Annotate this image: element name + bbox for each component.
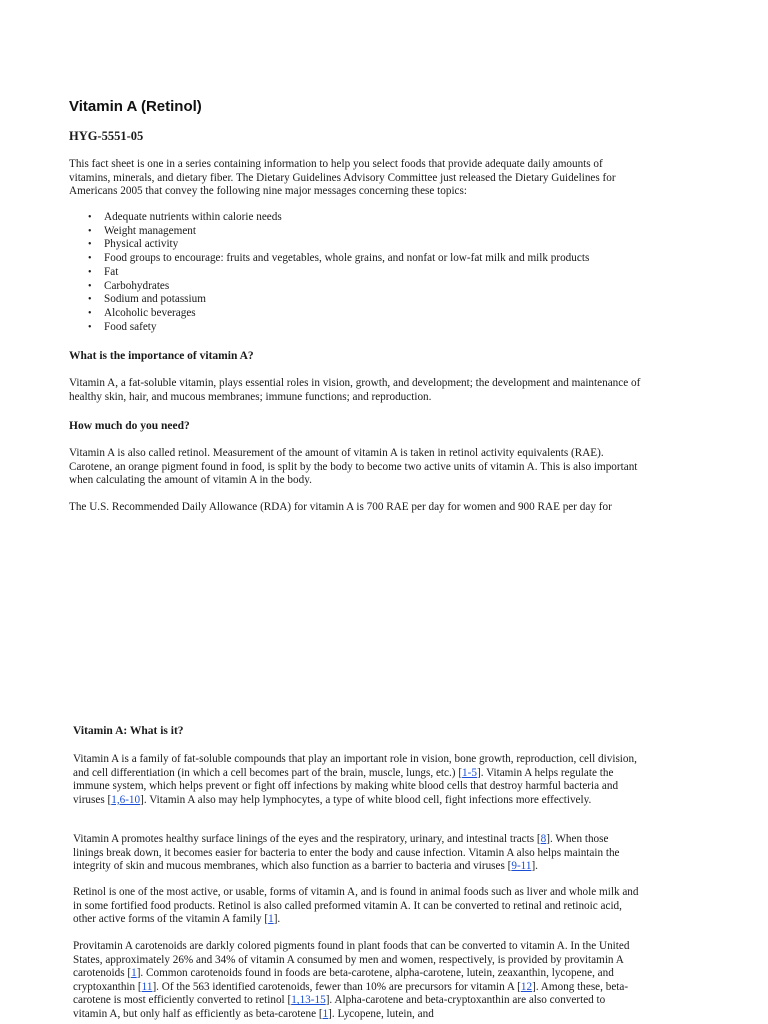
reference-link[interactable]: 1 [131,967,137,980]
list-item: • Adequate nutrients within calorie needs [88,211,282,223]
bullet-icon: • [88,239,92,251]
list-item: • Alcoholic beverages [88,306,196,319]
guidelines-list [69,211,589,334]
vitamin-a-paragraph-3: Retinol is one of the most active, or usable, forms of vitamin A, and is found in animal foods such as liver and whole milk and in some fortified food products. Retinol is also called preformed vitamin A. It can be converted to retinal and retinoic acid, other active forms of the vitamin A family [1]. [73,886,639,926]
how-much-heading: How much do you need? [69,420,190,432]
bullet-icon: • [88,225,92,237]
bullet-icon: • [88,280,92,292]
reference-link[interactable]: 1,13-15 [291,994,326,1007]
reference-link[interactable]: 1,6-10 [111,793,141,806]
list-item: • Weight management [88,224,196,237]
list-item: • Food safety [88,320,157,333]
list-item: • Carbohydrates [88,279,170,292]
importance-paragraph: Vitamin A, a fat-soluble vitamin, plays essential roles in vision, growth, and development; the development and maintenance of healthy skin, hair, and mucous membranes; immune functions; and reproduction. [69,377,641,403]
vitamin-a-paragraph-4: Provitamin A carotenoids are darkly colored pigments found in plant foods that can be converted to vitamin A. In the United States, approximately 26% and 34% of vitamin A consumed by men and women, respectively, is provided by provitamin A carotenoids [1]. Common carotenoids found in foods are beta-carotene, alpha-carotene, lutein, zeaxanthin, lycopene, and cryptoxanthin [11]. Of the 563 identified carotenoids, fewer than 10% are precursors for vitamin A [12]. Among these, beta-carotene is most efficiently converted to retinol [1,13-15]. Alpha-carotene and beta-cryptoxanthin are also converted to vitamin A, but only half as efficiently as beta-carotene [1]. Lycopene, lutein, and [73,940,630,1020]
bullet-icon: • [88,266,92,278]
bullet-icon: • [88,321,92,333]
document-code: HYG-5551-05 [69,129,144,143]
reference-link[interactable]: 11 [141,980,153,993]
reference-link[interactable]: 1 [268,913,274,926]
bullet-icon: • [88,294,92,306]
bullet-icon: • [88,307,92,319]
vitamin-a-paragraph-1: Vitamin A is a family of fat-soluble compounds that play an important role in vision, bone growth, reproduction, cell division, and cell differentiation (in which a cell becomes part of the brain, muscle, lungs, etc.) [1-5]. Vitamin A helps regulate the immune system, which helps prevent or fight off infections by making white blood cells that destroy harmful bacteria and viruses [1,6-10]. Vitamin A also may help lymphocytes, a type of white blood cell, fight infections more effectively. [73,753,637,806]
list-item: • Fat [88,265,119,278]
reference-link[interactable]: 1 [322,1007,329,1020]
what-is-it-heading: Vitamin A: What is it? [73,725,184,737]
page-title: Vitamin A (Retinol) [69,98,202,115]
reference-link[interactable]: 9-11 [511,860,532,873]
reference-link[interactable]: 1-5 [462,766,477,779]
rda-paragraph: The U.S. Recommended Daily Allowance (RDA) for vitamin A is 700 RAE per day for women and 900 RAE per day for [69,501,612,513]
reference-link[interactable]: 12 [520,980,533,993]
reference-link[interactable]: 8 [540,833,547,845]
importance-heading: What is the importance of vitamin A? [69,350,254,362]
list-item: • Physical activity [88,238,179,251]
list-item: • Sodium and potassium [88,293,206,306]
retinol-paragraph: Vitamin A is also called retinol. Measurement of the amount of vitamin A is taken in retinol activity equivalents (RAE). Carotene, an orange pigment found in food, is split by the body to become two active units of vitamin A. This is also important when calculating the amount of vitamin A in the body. [69,447,638,487]
vitamin-a-paragraph-2: Vitamin A promotes healthy surface linings of the eyes and the respiratory, urinary, and intestinal tracts [8]. When those linings break down, it becomes easier for bacteria to enter the body and cause infection. Vitamin A also helps maintain the integrity of skin and mucous membranes, which also function as a barrier to bacteria and viruses [9-11]. [73,833,620,873]
list-item: • Food groups to encourage: fruits and vegetables, whole grains, and nonfat or low-fat milk and milk products [88,252,590,265]
bullet-icon: • [88,212,92,223]
intro-paragraph: This fact sheet is one in a series containing information to help you select foods that provide adequate daily amounts of vitamins, minerals, and dietary fiber. The Dietary Guidelines Advisory Committee just released the Dietary Guidelines for Americans 2005 that convey the following nine major messages concerning these topics: [69,158,616,198]
bullet-icon: • [88,253,92,265]
